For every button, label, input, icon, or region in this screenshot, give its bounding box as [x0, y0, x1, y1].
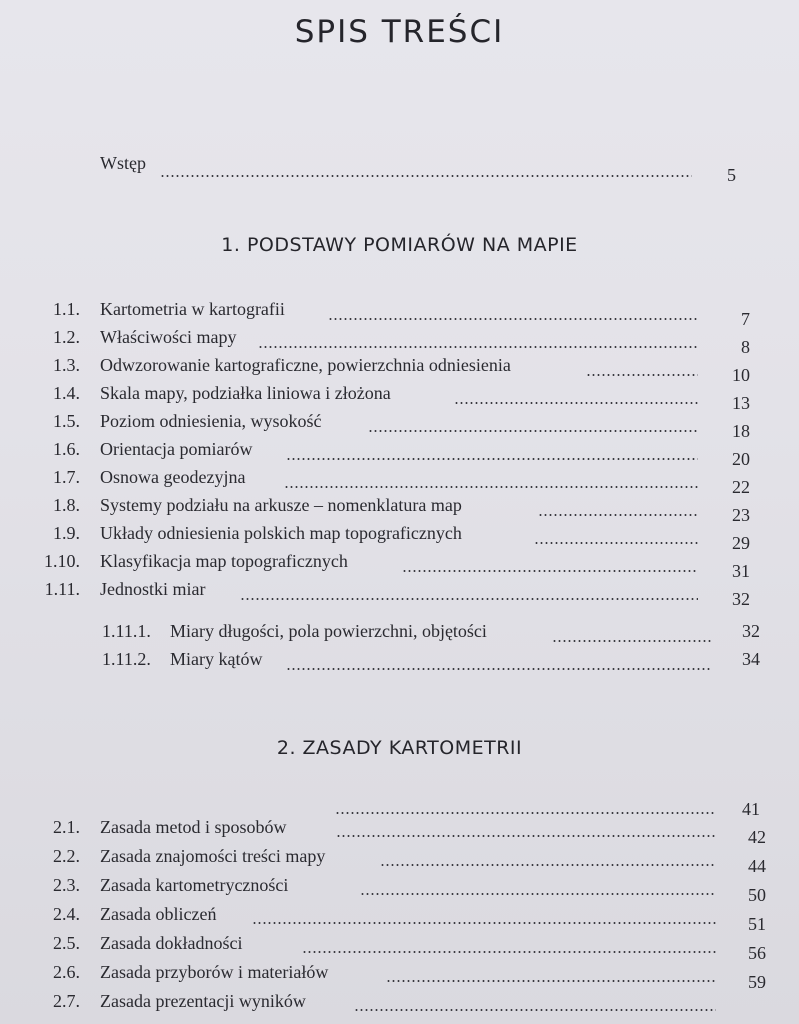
toc-entry-number: 1.2.	[53, 327, 80, 347]
toc-entry-text: Zasada dokładności	[100, 933, 243, 953]
toc-entry-text: Kartometria w kartografii	[100, 299, 285, 319]
section-2-heading: 2. ZASADY KARTOMETRII	[276, 737, 523, 759]
toc-entry-page: 23	[732, 505, 750, 525]
toc-entry-page: 7	[741, 309, 750, 329]
toc-entry-text: Systemy podziału na arkusze – nomenklatura map	[100, 495, 462, 515]
toc-entry-text: Skala mapy, podziałka liniowa i złożona	[100, 383, 391, 403]
toc-entry-text: Odwzorowanie kartograficzne, powierzchnia odniesienia	[100, 355, 511, 375]
dot-leader	[258, 346, 698, 348]
toc-entry-number: 1.3.	[53, 355, 80, 375]
dot-leader	[336, 835, 716, 837]
toc-entry-page: 51	[748, 914, 766, 934]
dot-leader	[302, 951, 716, 953]
toc-entry-page: 31	[732, 561, 750, 581]
toc-entry-page: 41	[742, 799, 760, 819]
toc-entry-intro	[100, 150, 760, 185]
page-title: SPIS TREŚCI	[294, 14, 505, 50]
toc-entry-text: Orientacja pomiarów	[100, 439, 253, 459]
toc-entry-number: 1.7.	[53, 467, 80, 487]
toc-entry-number: 1.4.	[53, 383, 80, 403]
toc-entry-number: 1.9.	[53, 523, 80, 543]
toc-entry-page: 10	[732, 365, 750, 385]
toc-entry-number: 1.11.	[44, 579, 80, 599]
toc-entry-number: 2.2.	[53, 846, 80, 866]
dot-leader	[240, 598, 698, 600]
toc-entry-text: Układy odniesienia polskich map topograficznych	[100, 523, 462, 543]
toc-entry-number: 1.11.1.	[102, 621, 151, 641]
dot-leader	[286, 458, 698, 460]
toc-entry-page: 34	[742, 649, 760, 669]
toc-entry-number: 2.1.	[53, 817, 80, 837]
toc-entry-page: 56	[748, 943, 766, 963]
toc-entry-number: 1.6.	[53, 439, 80, 459]
toc-entry-page: 44	[748, 856, 766, 876]
toc-entry-page: 50	[748, 885, 766, 905]
toc-entry-page: 13	[732, 393, 750, 413]
dot-leader	[160, 175, 692, 177]
toc-entry-page: 29	[732, 533, 750, 553]
dot-leader	[286, 668, 712, 670]
toc-entry-page: 20	[732, 449, 750, 469]
dot-leader	[386, 980, 716, 982]
dot-leader	[380, 864, 716, 866]
toc-entry-page: 18	[732, 421, 750, 441]
toc-entry-text: Zasada znajomości treści mapy	[100, 846, 326, 866]
toc-entry-page: 32	[742, 621, 760, 641]
toc-entry-page: 8	[741, 337, 750, 357]
toc-entry-page: 59	[748, 972, 766, 992]
toc-entry-number: 2.3.	[53, 875, 80, 895]
toc-entry-number: 1.10.	[44, 551, 80, 571]
toc-entry-number: 1.11.2.	[102, 649, 151, 669]
dot-leader	[538, 514, 698, 516]
dot-leader	[360, 893, 716, 895]
toc-entry-page: 42	[748, 827, 766, 847]
toc-entry-text: Jednostki miar	[100, 579, 206, 599]
toc-entry-number: 2.6.	[53, 962, 80, 982]
toc-entry-number: 1.1.	[53, 299, 80, 319]
toc-entry-number: 1.5.	[53, 411, 80, 431]
toc-entry-text: Wstęp	[100, 153, 146, 173]
toc-entry-text: Poziom odniesienia, wysokość	[100, 411, 322, 431]
dot-leader	[354, 1009, 716, 1011]
toc-entry-text: Zasada kartometryczności	[100, 875, 289, 895]
toc-entry-number: 2.4.	[53, 904, 80, 924]
toc-entry-text: Zasada metod i sposobów	[100, 817, 287, 837]
toc-entry-text: Klasyfikacja map topograficznych	[100, 551, 348, 571]
toc-entry-text: Miary kątów	[170, 649, 263, 669]
dot-leader	[586, 374, 698, 376]
section-1-heading: 1. PODSTAWY POMIARÓW NA MAPIE	[221, 234, 578, 256]
dot-leader	[552, 640, 712, 642]
toc-entry-text: Zasada prezentacji wyników	[100, 991, 306, 1011]
toc-entry-page: 22	[732, 477, 750, 497]
toc-entry-text: Osnowa geodezyjna	[100, 467, 246, 487]
dot-leader	[368, 430, 698, 432]
dot-leader	[328, 318, 698, 320]
toc-entry-number: 2.7.	[53, 991, 80, 1011]
toc-entry-text: Zasada obliczeń	[100, 904, 217, 924]
toc-entry-text: Zasada przyborów i materiałów	[100, 962, 329, 982]
dot-leader	[402, 570, 698, 572]
toc-entry-page: 32	[732, 589, 750, 609]
toc-entry-text: Właściwości mapy	[100, 327, 237, 347]
dot-leader	[454, 402, 698, 404]
toc-entry-number: 2.5.	[53, 933, 80, 953]
dot-leader	[534, 542, 698, 544]
toc-entry-page: 5	[727, 165, 736, 185]
dot-leader	[284, 486, 698, 488]
toc-entry-number: 1.8.	[53, 495, 80, 515]
dot-leader	[252, 922, 716, 924]
toc-entry-text: Miary długości, pola powierzchni, objętości	[170, 621, 487, 641]
